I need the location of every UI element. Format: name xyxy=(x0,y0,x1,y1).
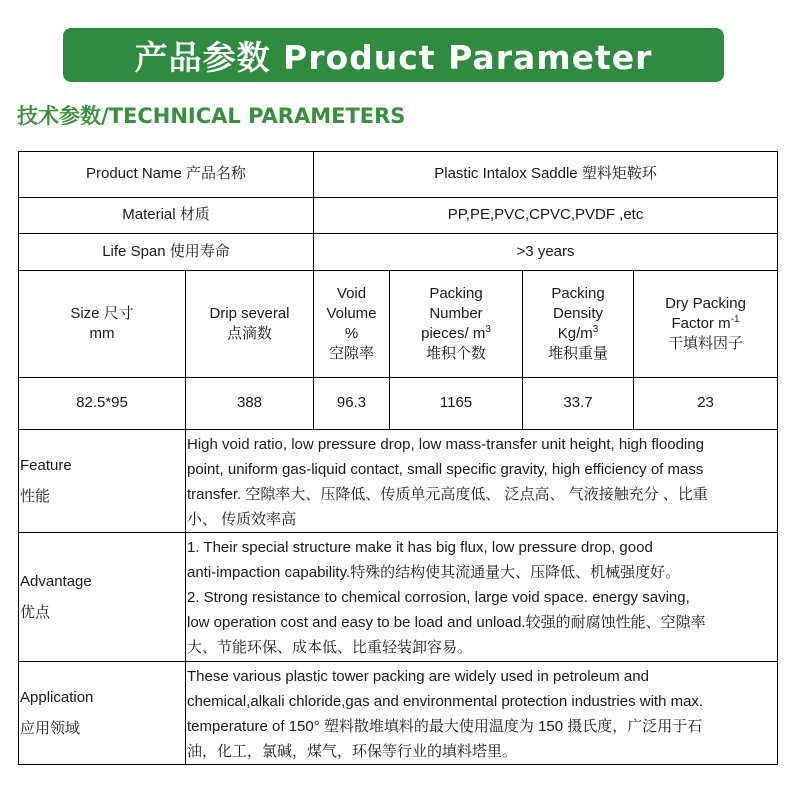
text-line: High void ratio, low pressure drop, low mass-transfer unit height, high flooding xyxy=(187,436,704,453)
label-cn: 性能 xyxy=(20,488,51,505)
unit-superscript: 3 xyxy=(485,324,491,335)
unit-text: Factor m xyxy=(671,314,731,332)
dry-packing-factor-value: 23 xyxy=(634,378,778,430)
label-cn: 优点 xyxy=(20,604,51,621)
application-text xyxy=(186,662,778,765)
text-line: 1. Their special structure make it has big flux, low pressure drop, good xyxy=(187,539,653,556)
packing-density-header xyxy=(523,271,634,378)
header-line: 空隙率 xyxy=(329,345,375,363)
header-line: mm xyxy=(89,325,115,342)
header-line: Number xyxy=(429,304,483,322)
text-line: point, uniform gas-liquid contact, small specific gravity, high efficiency of mass xyxy=(187,461,704,478)
header-line: 点滴数 xyxy=(227,325,273,342)
header-line: Packing xyxy=(429,284,483,302)
text-line: transfer. 空隙率大、压降低、传质单元高度低、 泛点高、 气液接触充分 、比重 xyxy=(187,486,708,503)
spec-header-row xyxy=(19,271,778,378)
label-en: Feature xyxy=(20,456,72,474)
header-line xyxy=(636,314,775,334)
product-name-label: Product Name 产品名称 xyxy=(19,152,314,198)
text-line: 大、节能环保、成本低、比重轻装卸容易。 xyxy=(187,639,473,656)
unit-text: Kg/m xyxy=(557,325,593,342)
void-volume-header xyxy=(314,271,390,378)
section-heading: 技术参数/TECHNICAL PARAMETERS xyxy=(17,104,406,128)
header-line: Density xyxy=(553,304,604,322)
material-label: Material 材质 xyxy=(19,198,314,234)
feature-label xyxy=(19,430,186,533)
spec-value-row xyxy=(19,378,778,430)
text-line: 油，化工，氯碱，煤气，环保等行业的填料塔里。 xyxy=(187,743,518,760)
text-line: 2. Strong resistance to chemical corrosion, large void space. energy saving, xyxy=(187,589,690,606)
table-row xyxy=(19,198,778,234)
unit-superscript: -1 xyxy=(730,313,740,325)
feature-row xyxy=(19,430,778,533)
table-row xyxy=(19,234,778,271)
label-en: Application xyxy=(20,688,94,706)
header-line: 堆积个数 xyxy=(426,345,487,363)
text-line: anti-impaction capability.特殊的结构使其流通量大、压降低、机械强度好。 xyxy=(187,564,681,581)
advantage-text xyxy=(186,533,778,662)
banner-title: 产品参数 Product Parameter xyxy=(134,37,653,77)
material-value: PP,PE,PVC,CPVC,PVDF ,etc xyxy=(314,198,778,234)
feature-text xyxy=(186,430,778,533)
table-row xyxy=(19,152,778,198)
unit-superscript: 3 xyxy=(592,324,599,335)
product-name-value: Plastic Intalox Saddle 塑料矩鞍环 xyxy=(314,152,778,198)
header-line: Packing xyxy=(551,284,605,302)
void-volume-value: 96.3 xyxy=(314,378,390,430)
text-line: These various plastic tower packing are widely used in petroleum and xyxy=(187,668,649,685)
advantage-row xyxy=(19,533,778,662)
text-line: temperature of 150° 塑料散堆填料的最大使用温度为 150 摄氏度，广泛用于石 xyxy=(187,718,703,735)
dry-packing-factor-header xyxy=(634,271,778,378)
size-header xyxy=(19,271,186,378)
packing-number-header xyxy=(390,271,523,378)
drip-several-header xyxy=(186,271,314,378)
text-line: chemical,alkali chloride,gas and environmental protection industries with max. xyxy=(187,693,704,710)
header-line: 堆积重量 xyxy=(548,345,609,363)
packing-number-value: 1165 xyxy=(390,378,523,430)
label-en: Advantage xyxy=(20,572,92,590)
life-span-value: >3 years xyxy=(314,234,778,271)
drip-several-value: 388 xyxy=(186,378,314,430)
life-span-label: Life Span 使用寿命 xyxy=(19,234,314,271)
header-line: Void xyxy=(336,284,367,302)
application-row xyxy=(19,662,778,765)
header-line xyxy=(525,324,631,344)
technical-parameters-table xyxy=(18,151,778,765)
header-line: Volume xyxy=(326,304,377,322)
header-line: Drip several xyxy=(209,304,290,322)
text-line: low operation cost and easy to be load and unload.较强的耐腐蚀性能、空隙率 xyxy=(187,614,706,631)
title-banner xyxy=(63,28,724,82)
application-label xyxy=(19,662,186,765)
header-line: % xyxy=(344,325,359,342)
label-cn: 应用领域 xyxy=(20,720,81,737)
header-line: Dry Packing xyxy=(665,294,746,312)
packing-density-value: 33.7 xyxy=(523,378,634,430)
header-line xyxy=(392,324,520,344)
unit-text: pieces/ m xyxy=(421,325,486,342)
header-line: Size 尺寸 xyxy=(70,304,134,322)
size-value: 82.5*95 xyxy=(19,378,186,430)
text-line: 小、 传质效率高 xyxy=(187,511,297,528)
advantage-label xyxy=(19,533,186,662)
header-line: 干填料因子 xyxy=(668,335,744,353)
